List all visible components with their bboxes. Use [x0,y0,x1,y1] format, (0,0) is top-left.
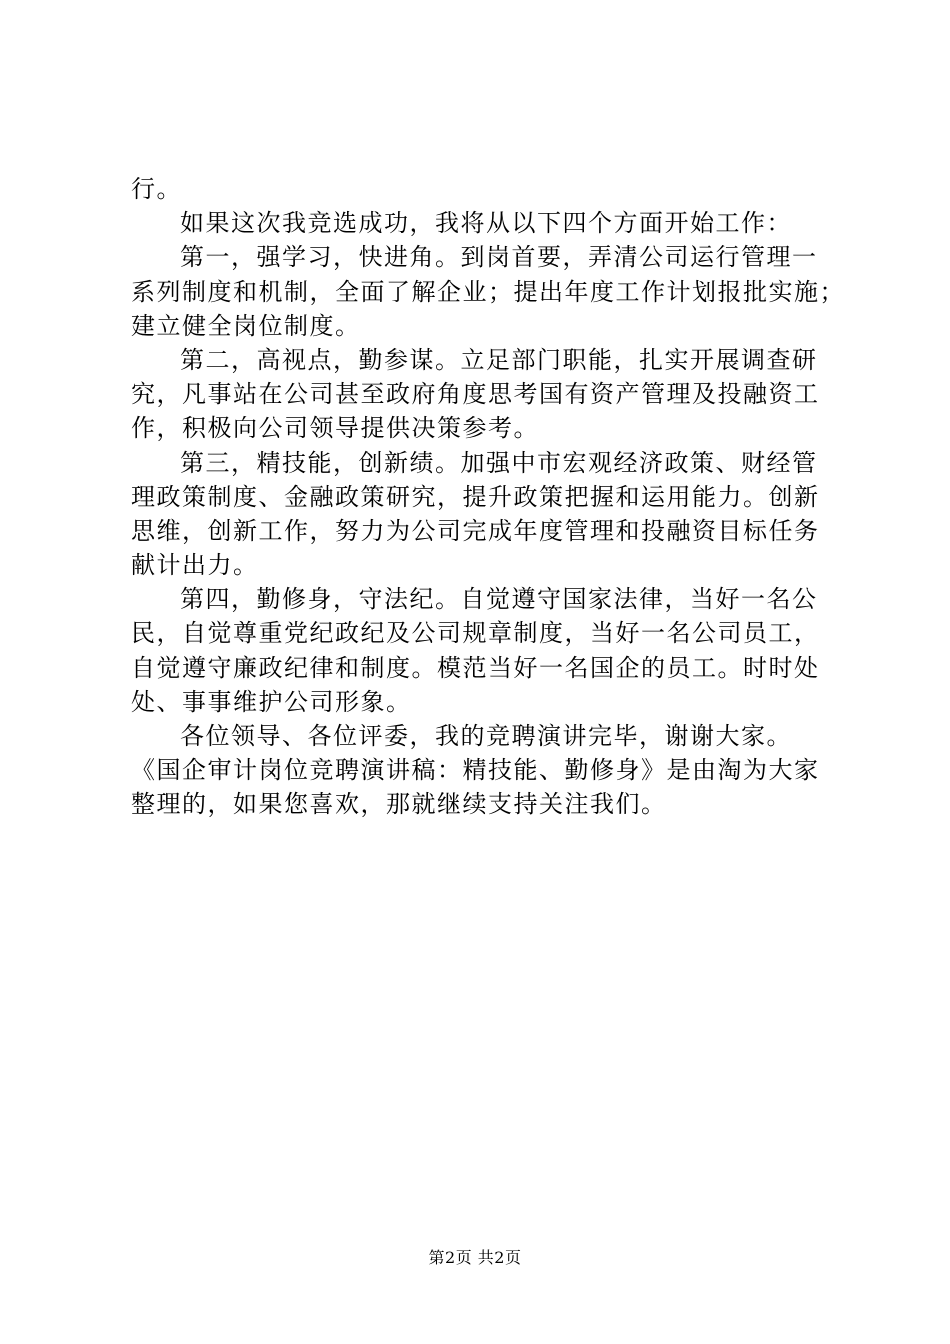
text-line: 第二，高视点，勤参谋。立足部门职能，扎实开展调查研 [180,345,818,374]
text-line: 整理的，如果您喜欢，那就继续支持关注我们。 [131,790,667,819]
text-line: 各位领导、各位评委，我的竞聘演讲完毕，谢谢大家。 [180,722,792,750]
page-footer [0,1245,950,1268]
text-line: 思维，创新工作，努力为公司完成年度管理和投融资目标任务 [131,516,820,545]
text-line: 如果这次我竞选成功，我将从以下四个方面开始工作： [180,209,792,238]
text-line: 行。 [131,175,182,203]
text-line: 自觉遵守廉政纪律和制度。模范当好一名国企的员工。时时处 [131,653,820,682]
text-line: 处、事事维护公司形象。 [131,687,412,716]
text-line: 作，积极向公司领导提供决策参考。 [131,414,539,443]
text-line: 第三，精技能，创新绩。加强中市宏观经济政策、财经管 [180,448,818,477]
text-line: 建立健全岗位制度。 [131,311,361,340]
text-line: 民，自觉尊重党纪政纪及公司规章制度，当好一名公司员工， [131,619,820,648]
text-line: 第四，勤修身，守法纪。自觉遵守国家法律，当好一名公 [180,585,818,614]
page-number: 第2页 共2页 [428,1248,522,1267]
text-line: 究，凡事站在公司甚至政府角度思考国有资产管理及投融资工 [131,380,820,409]
text-line: 理政策制度、金融政策研究，提升政策把握和运用能力。创新 [131,482,820,511]
text-line: 第一，强学习，快进角。到岗首要，弄清公司运行管理一 [180,243,818,272]
document-body [131,172,845,822]
text-line: 系列制度和机制，全面了解企业；提出年度工作计划报批实施； [131,277,845,306]
text-line: 《国企审计岗位竞聘演讲稿：精技能、勤修身》是由淘为大家 [131,756,820,785]
text-line: 献计出力。 [131,551,259,580]
